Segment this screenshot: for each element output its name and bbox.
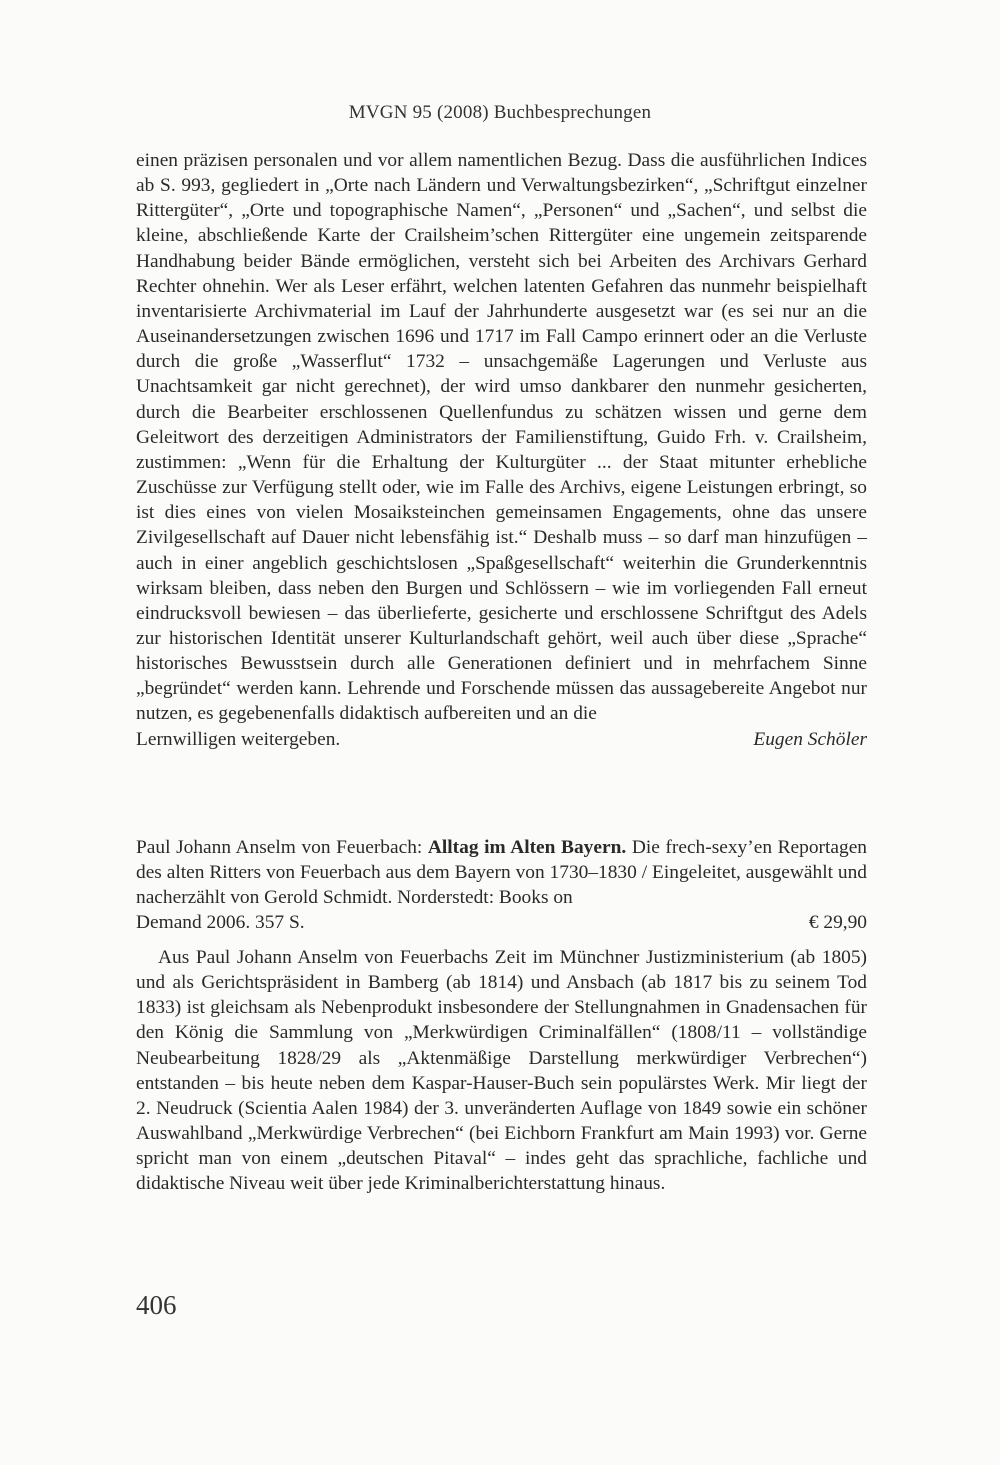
book-imprint: Demand 2006. 357 S.	[136, 912, 305, 934]
review-paragraph: Aus Paul Johann Anselm von Feuerbachs Zeit im Münchner Justizministerium (ab 1805) und als Gerichtspräsident in Bamberg (ab 1814) und Ansbach (ab 1817 bis zu seinem Tod 1833) ist gleichsam als Nebenprodukt insbesondere der Stellungnahmen in Gnadensachen für den König die Sammlung von „Merkwürdigen Criminalfällen“ (1808/11 – vollständige Neubearbeitung 1828/29 als „Aktenmäßige Darstellung merkwürdiger Verbrechen“) entstanden – bis heute neben dem Kaspar-Hauser-Buch sein populärstes Werk. Mir liegt der 2. Neudruck (Scientia Aalen 1984) der 3. unveränderten Auflage von 1849 sowie ein schöner Auswahlband „Merkwürdige Verbrechen“ (bei Eichborn Frankfurt am Main 1993) vor. Gerne spricht man von einem „deutschen Pitaval“ – indes geht das sprachliche, fachliche und didaktische Niveau weit über jede Kriminalberichterstattung hinaus.	[136, 947, 867, 1195]
book-price: € 29,90	[808, 912, 867, 934]
review-feuerbach	[136, 945, 867, 1197]
book-author: Paul Johann Anselm von Feuerbach:	[136, 837, 423, 858]
book-citation	[136, 835, 867, 936]
book-bibliography: Die frech-sexy’en Reportagen des alten Ritters von Feuerbach aus dem Bayern von 1730–1830 / Eingeleitet, ausgewählt und nacherzählt von Gerold Schmidt. Norderstedt: Books on	[136, 837, 867, 909]
review-eugen-schoeler	[136, 148, 867, 752]
citation-text	[136, 835, 867, 910]
reviewer-signature: Eugen Schöler	[753, 728, 867, 750]
review-closing-line	[136, 727, 867, 752]
running-head: MVGN 95 (2008) Buchbesprechungen	[348, 102, 652, 123]
book-title: Alltag im Alten Bayern.	[427, 837, 627, 858]
review-last-line: Lernwilligen weitergeben.	[136, 728, 341, 750]
review-paragraph: einen präzisen personalen und vor allem namentlichen Bezug. Dass die ausführlichen Indices ab S. 993, gegliedert in „Orte nach Ländern und Verwaltungsbezirken“, „Schriftgut einzelner Rittergüter“, „Orte und topographische Namen“, „Personen“ und „Sachen“, und selbst die kleine, abschließende Karte der Crailsheim’schen Rittergüter eine ungemein zeitsparende Handhabung beider Bände ermöglichen, versteht sich bei Arbeiten des Archivars Gerhard Rechter ohnehin. Wer als Leser erfährt, welchen latenten Gefahren das nunmehr beispielhaft inventarisierte Archivmaterial im Lauf der Jahrhunderte ausgesetzt war (es sei nur an die Auseinandersetzungen zwischen 1696 und 1717 im Fall Campo erinnert oder an die Verluste durch die große „Wasserflut“ 1732 – unsachgemäße Lagerungen und Verluste aus Unachtsamkeit gar nicht gerechnet), der wird umso dankbarer den nunmehr gesicherten, durch die Bearbeiter erschlossenen Quellenfundus zu schätzen wissen und gerne dem Geleitwort des derzeitigen Administrators der Familienstiftung, Guido Frh. v. Crailsheim, zustimmen: „Wenn für die Erhaltung der Kulturgüter ... der Staat mitunter erhebliche Zuschüsse zur Verfügung stellt oder, wie im Falle des Archivs, eigene Leistungen erbringt, so ist dies eines von vielen Mosaiksteinchen gemeinsamen Engagements, ohne das unsere Zivilgesellschaft auf Dauer nicht lebensfähig ist.“ Deshalb muss – so darf man hinzufügen – auch in einer angeblich geschichtslosen „Spaßgesellschaft“ weiterhin die Grunderkenntnis wirksam bleiben, dass neben den Burgen und Schlössern – wie im vorliegenden Fall erneut eindrucksvoll bewiesen – das überlieferte, gesicherte und erschlossene Schriftgut des Adels zur historischen Identität unserer Kulturlandschaft gehört, weil auch über diese „Sprache“ historisches Bewusstsein durch alle Generationen definiert und in mehrfachem Sinne „begründet“ werden kann. Lehrende und Forschende müssen das aussagebereite Angebot nur nutzen, es gegebenenfalls didaktisch aufbereiten und an die	[136, 150, 867, 725]
page-number: 406	[136, 1290, 177, 1320]
book-imprint-line	[136, 910, 867, 935]
